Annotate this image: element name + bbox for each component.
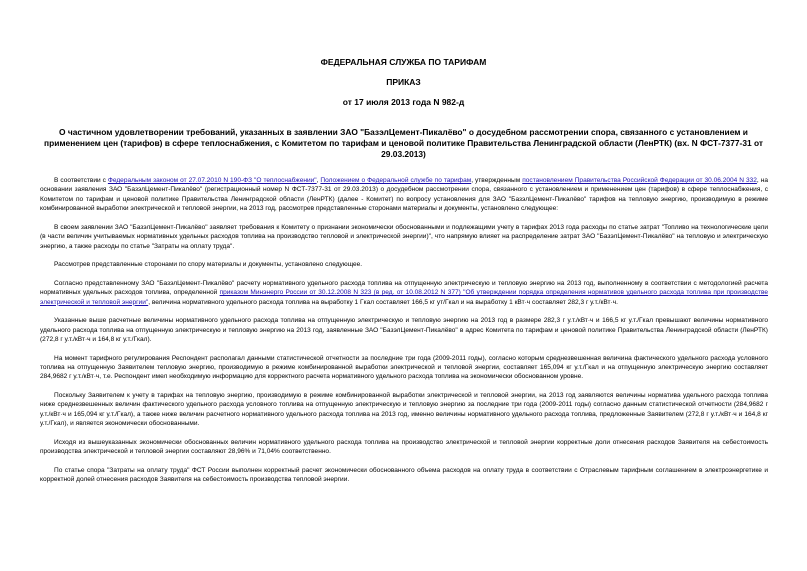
paragraph-text: , — [316, 177, 321, 184]
paragraph-8: Исходя из вышеуказанных экономически обоснованных величин нормативного удельного расхода топлива на производство электрической и тепловой энергии корректные доли отнесения расходов Заявителя на себестоимость производства электрической и тепловой энергии составляют 28,96% и 71,04% соответственно. — [40, 438, 768, 456]
paragraph-2: В своем заявлении ЗАО "БазэлЦемент-Пикалёво" заявляет требования к Комитету о признании экономически обоснованными и подлежащими учету в тарифах 2013 года расходы по статье затрат "Топливо на технологические цели (в части величин учитываемых нормативных удельных расходов топлива на производство тепловой и электрической энергии)", что напрямую влияет на распределение затрат ЗАО "БазэлЦемент-Пикалёво" на тепловую и электрическую энергию, а также расходы по статье "Затраты на оплату труда". — [40, 223, 768, 250]
paragraph-text: Согласно представленному ЗАО "БазэлЦемент-Пикалёво" расчету нормативного удельного расхода топлива на отпущенную электрическую и тепловую энергию на 2013 год, выполненному в соответствии с методологией расчета нормативных удельных расходов топлива, определенной — [40, 279, 768, 297]
doc-type-heading: ПРИКАЗ — [386, 77, 421, 87]
link-federal-law[interactable]: Федеральным законом от 27.07.2010 N 190-ФЗ "О теплоснабжении" — [107, 177, 317, 184]
paragraph-5: Указанные выше расчетные величины нормативного удельного расхода топлива на отпущенную электрическую и тепловую энергию на 2013 год в размере 282,3 г у.т./кВт·ч и 166,5 кг у.т./Гкал превышают величины нормативного удельного расхода топлива на отпущенную электрическую и тепловую энергию на 2013 год, заявленные ЗАО "БазэлЦемент-Пикалёво" в адрес Комитета по тарифам и ценовой политике Правительства Ленинградской области (ЛенРТК) (272,8 г у.т./кВт·ч и 164,8 кг у.т./Гкал). — [40, 317, 768, 344]
paragraph-7: Поскольку Заявителем к учету в тарифах на тепловую энергию, производимую в режиме комбинированной выработки электрической и тепловой энергии, на 2013 год заявляются величины норматива удельного расхода топлива ниже среднезвешенных величин фактического удельного расхода условного топлива на отпущенную электрическую и тепловую энергию за последние три года (2009-2011 годы) согласно данным статистической отчетности (284,9682 г у.т./кВт·ч и 165,094 кг у.т./Гкал), а также ниже величин расчетного нормативного удельного расхода топлива на 2013 год, именно величины нормативного удельного расхода топлива, предложенные Заявителем (272,8 г у.т./кВт·ч и 164,8 кг у.т./Гкал), и является экономически обоснованными. — [40, 392, 768, 428]
paragraph-6: На момент тарифного регулирования Респондент располагал данными статистической отчетности за последние три года (2009-2011 годы), согласно которым среднезвешенная величина фактического удельного расхода условного топлива на отпущенную Заявителем тепловую энергию, производимую в режиме комбинированной выработки электрической и тепловой энергии, составляет 165,094 кг у.т./Гкал и на отпущенную электрическую энергию составляет 284,9682 г у.т./кВт·ч, т.е. Респондент имел необходимую информацию для корректного расчета нормативного удельного расхода топлива на экономически обоснованном уровне. — [40, 354, 768, 381]
paragraph-1 — [40, 176, 768, 214]
link-government-decree[interactable]: постановлением Правительства Российской Федерации от 30.06.2004 N 332 — [522, 177, 757, 184]
link-fst-regulation[interactable]: Положением о Федеральной службе по тарифам — [320, 177, 472, 184]
agency-heading: ФЕДЕРАЛЬНАЯ СЛУЖБА ПО ТАРИФАМ — [320, 57, 487, 67]
paragraph-3: Рассмотрев представленные сторонами по спору материалы и документы, установлено следующее. — [54, 261, 363, 269]
paragraph-text: , величина нормативного удельного расхода топлива на выработку 1 Гкал составляет 166,5 кг ут/Гкал и на выработку 1 кВт·ч составляет 282,3 г у.т./кВт·ч. — [148, 298, 618, 306]
paragraph-text: , на основании заявления ЗАО "БазэлЦемент-Пикалёво" (регистрационный номер N ФСТ-7377-31 от 29.03.2013) о досудебном рассмотрении спора, связанного с установлением и применением цен (тарифов) в сфере теплоснабжения, с Комитетом по тарифам и ценовой политике Правительства Ленинградской области (ЛенРТК) (далее - Комитет) по вопросу установления для ЗАО "БазэлЦемент-Пикалёво" тарифов на тепловую энергию, производимую в режиме комбинированной выработки электрической и тепловой энергии, на 2013 год, рассмотрев представленные сторонами материалы и документы, установлено следующее: — [40, 177, 768, 213]
paragraph-text: , утвержденным — [471, 177, 523, 184]
document-body — [40, 176, 768, 494]
date-number-heading: от 17 июля 2013 года N 982-д — [342, 97, 465, 107]
document-title: О частичном удовлетворении требований, указанных в заявлении ЗАО "БазэлЦемент-Пикалёво" о досудебном рассмотрении спора, связанного с установлением и применением цен (тарифов) в сфере теплоснабжения, с Комитетом по тарифам и ценовой политике Правительства Ленинградской области (ЛенРТК) (вх. N ФСТ-7377-31 от 29.03.2013) — [44, 127, 763, 159]
paragraph-9: По статье спора "Затраты на оплату труда" ФСТ России выполнен корректный расчет экономически обоснованного объема расходов на оплату труда в соответствии с Отраслевым тарифным соглашением в электроэнергетике и корректной долей отнесения расходов Заявителя на себестоимость производства тепловой энергии. — [40, 466, 768, 484]
paragraph-4 — [40, 279, 768, 307]
link-minenergo-order[interactable]: приказом Минэнерго России от 30.12.2008 N 323 (в ред. от 10.08.2012 N 377) "Об утверждении порядка определения нормативов удельного расхода топлива при производстве электрической и тепловой энергии" — [40, 289, 769, 306]
paragraph-text: В соответствии с — [54, 177, 108, 184]
